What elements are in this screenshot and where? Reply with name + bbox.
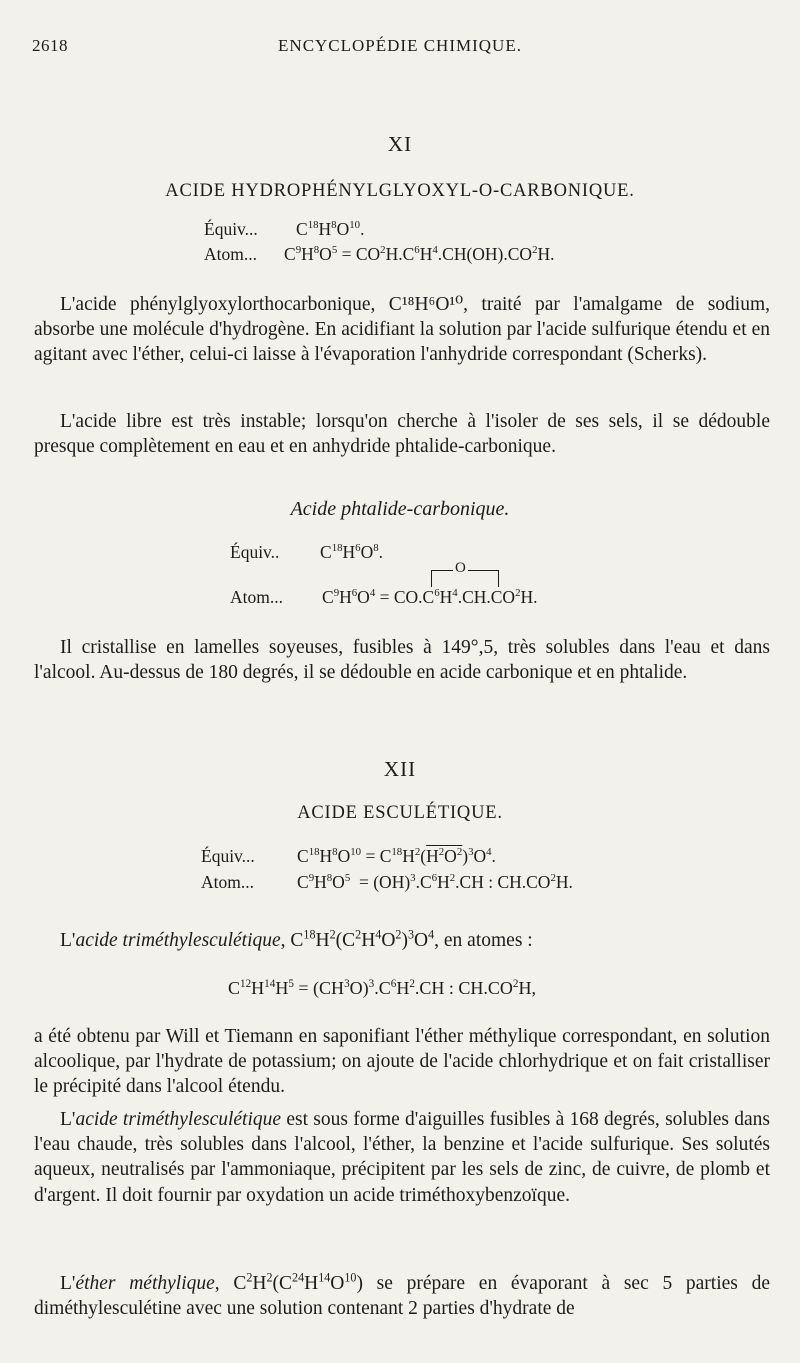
equiv-value: $C^{18}H^8O^{10}$.	[296, 219, 365, 239]
intro-compound-name: acide triméthylesculétique	[75, 930, 281, 951]
paragraph-trimethyl-intro: L'acide triméthylesculétique, $C^{18}H^2(C^2H^4O^2)^3O^4$, en atomes :	[60, 927, 533, 951]
atom-label: Atom...	[230, 587, 283, 607]
section-title-xi: ACIDE HYDROPHÉNYLGLYOXYL-O-CARBONIQUE.	[165, 181, 635, 201]
equiv-label: Équiv...	[204, 219, 258, 239]
page-header	[32, 36, 768, 60]
properties-prefix: L'	[60, 1109, 76, 1130]
equiv-label: Équiv..	[230, 542, 280, 562]
ether-prefix: L'	[60, 1273, 76, 1294]
equiv-value: $C^{18}H^8O^{10} = C^{18}H^2(H^2O^2)^3O^4$.	[297, 846, 496, 866]
properties-text: est sous forme d'aiguilles fusibles à 168 degrés, solubles dans l'eau chaude, très solubles dans l'alcool, l'éther, la benzine et l'acide sulfurique. Ses solutés aqueux, neutralisés par l'ammoniaque, précipitent par les sels de zinc, de cuivre, de plomb et d'argent. Il doit fournir par oxydation un acide triméthoxybenzoïque.	[34, 1109, 771, 1206]
equiv-formula-phtalide	[230, 542, 383, 563]
atom-value: $C^9H^8O^5 = CO^2H.C^6H^4.CH(OH).CO^2H$.	[284, 244, 555, 264]
section-number-xii: XII	[383, 757, 417, 781]
ether-text: se prépare en évaporant à sec 5 parties de diméthylesculétine avec une solution contenant 2 parties d'hydrate de	[34, 1273, 770, 1320]
atom-formula-phtalide	[230, 587, 538, 608]
properties-compound-name: acide triméthylesculétique	[75, 1109, 282, 1130]
equiv-label: Équiv...	[201, 846, 255, 866]
section-title-xii: ACIDE ESCULÉTIQUE.	[297, 803, 503, 823]
paragraph-ether-methylique: L'éther méthylique, $C^2H^2(C^{24}H^{14}O^{10})$ se prépare en évaporant à sec 5 parties de diméthylesculétine avec une solution contenant 2 parties d'hydrate de	[34, 1270, 770, 1320]
paragraph-trimethyl-properties	[34, 1107, 770, 1208]
oxygen-bridge-label: O	[455, 560, 466, 576]
atom-value: $C^9H^8O^5 = (OH)^3.C^6H^2.CH$ : $CH.CO^2H$.	[297, 872, 573, 892]
paragraph-cristallise: Il cristallise en lamelles soyeuses, fusibles à 149°,5, très solubles dans l'eau et dans l'alcool. Au-dessus de 180 degrés, il se dédouble en acide carbonique et en phtalide.	[34, 637, 770, 684]
equiv-formula-xi	[204, 219, 364, 240]
equiv-value: $C^{18}H^6O^8$.	[320, 542, 384, 562]
formula-trimethyl-atoms: $C^{12}H^{14}H^5 = (CH^3O)^3.C^6H^2.CH$ : $CH.CO^2H$,	[228, 978, 536, 998]
running-title: ENCYCLOPÉDIE CHIMIQUE.	[278, 36, 522, 55]
paragraph-acide-libre: L'acide libre est très instable; lorsqu'on cherche à l'isoler de ses sels, il se dédouble presque complètement en eau et en anhydride phtalide-carbonique.	[34, 411, 770, 458]
equiv-formula-xii	[201, 846, 496, 867]
atom-value: $C^9H^6O^4 = CO.C^6H^4.CH.CO^2H$.	[322, 587, 538, 607]
intro-suffix: , en atomes :	[434, 930, 533, 951]
ether-compound-name: éther méthylique	[75, 1273, 215, 1294]
atom-label: Atom...	[204, 244, 257, 264]
paragraph-will-tiemann: a été obtenu par Will et Tiemann en saponifiant l'éther méthylique correspondant, en solution alcoolique, par l'hydrate de potassium; on ajoute de l'acide chlorhydrique et on fait cristalliser le précipité dans l'alcool étendu.	[34, 1026, 770, 1098]
paragraph-phenylglyoxyl: L'acide phénylglyoxylorthocarbonique, C¹⁸H⁶O¹⁰, traité par l'amalgame de sodium, absorbe une molécule d'hydrogène. En acidifiant la solution par l'acide sulfurique étendu et en agitant avec l'éther, celui-ci laisse à l'évaporation l'anhydride correspondant (Scherks).	[34, 294, 770, 366]
section-number-xi: XI	[387, 132, 413, 156]
atom-formula-xi	[204, 244, 555, 265]
atom-label: Atom...	[201, 872, 254, 892]
subtitle-phtalide-carbonique: Acide phtalide-carbonique.	[290, 498, 510, 520]
intro-prefix: L'	[60, 930, 76, 951]
atom-formula-xii	[201, 872, 573, 893]
page-number: 2618	[32, 36, 68, 55]
